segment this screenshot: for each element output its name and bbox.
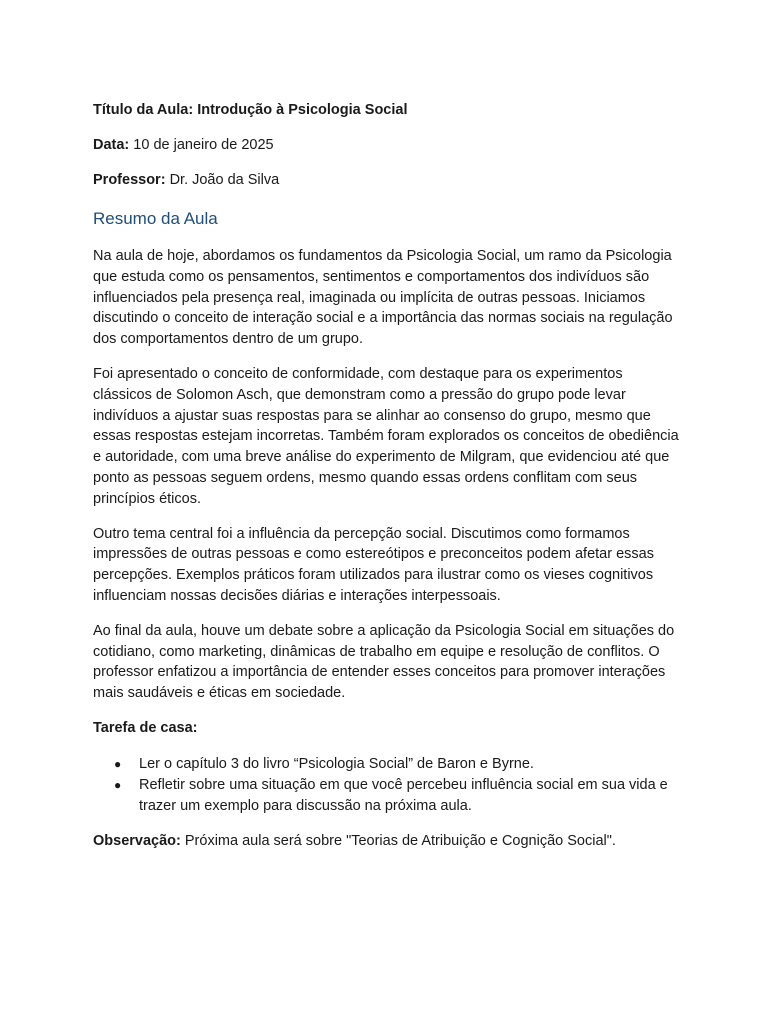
observation-text: Próxima aula será sobre "Teorias de Atribuição e Cognição Social". [184, 832, 616, 849]
observation-line [93, 831, 681, 851]
lesson-title-value: Introdução à Psicologia Social [197, 102, 408, 118]
lesson-date-label: Data: [93, 137, 130, 153]
professor-value: Dr. João da Silva [169, 172, 280, 188]
homework-label: Tarefa de casa: [93, 719, 198, 736]
document-page [93, 100, 681, 851]
bullet-icon: ● [114, 756, 122, 771]
lesson-date-value: 10 de janeiro de 2025 [133, 137, 274, 153]
professor-label: Professor: [93, 172, 166, 188]
summary-paragraph-3: Outro tema central foi a influência da percepção social. Discutimos como formamos impressões de outras pessoas e como estereótipos e preconceitos podem afetar essas percepções. Exemplos práticos foram utilizados para ilustrar como os vieses cognitivos influenciam nossas decisões diárias e interações interpessoais. [93, 525, 654, 604]
lesson-title-label: Título da Aula: [93, 102, 194, 118]
homework-item-text: Ler o capítulo 3 do livro “Psicologia Social” de Baron e Byrne. [139, 755, 534, 772]
observation-label: Observação: [93, 832, 181, 849]
bullet-icon: ● [114, 777, 122, 792]
homework-item-text: Refletir sobre uma situação em que você percebeu influência social em sua vida e trazer um exemplo para discussão na próxima aula. [139, 776, 668, 814]
summary-paragraph-2: Foi apresentado o conceito de conformidade, com destaque para os experimentos clássicos de Solomon Asch, que demonstram como a pressão do grupo pode levar indivíduos a ajustar suas respostas para se alinhar ao consenso do grupo, mesmo que essas respostas estejam incorretas. Também foram explorados os conceitos de obediência e autoridade, com uma breve análise do experimento de Milgram, que evidenciou até que ponto as pessoas seguem ordens, mesmo quando essas ordens conflitam com seus princípios éticos. [93, 365, 679, 507]
lesson-date-line [93, 135, 681, 155]
summary-paragraph-1: Na aula de hoje, abordamos os fundamentos da Psicologia Social, um ramo da Psicologia que estuda como os pensamentos, sentimentos e comportamentos dos indivíduos são influenciados pela presença real, imaginada ou implícita de outras pessoas. Iniciamos discutindo o conceito de interação social e a importância das normas sociais na regulação dos comportamentos dentro de um grupo. [93, 248, 673, 348]
homework-item [114, 775, 681, 817]
homework-list [93, 754, 681, 817]
lesson-title-line [93, 100, 681, 120]
summary-heading: Resumo da Aula [93, 209, 218, 228]
professor-line [93, 170, 681, 190]
homework-item [114, 754, 681, 775]
summary-paragraph-4: Ao final da aula, houve um debate sobre a aplicação da Psicologia Social em situações do cotidiano, como marketing, dinâmicas de trabalho em equipe e resolução de conflitos. O professor enfatizou a importância de entender esses conceitos para promover interações mais saudáveis e éticas em sociedade. [93, 622, 675, 702]
